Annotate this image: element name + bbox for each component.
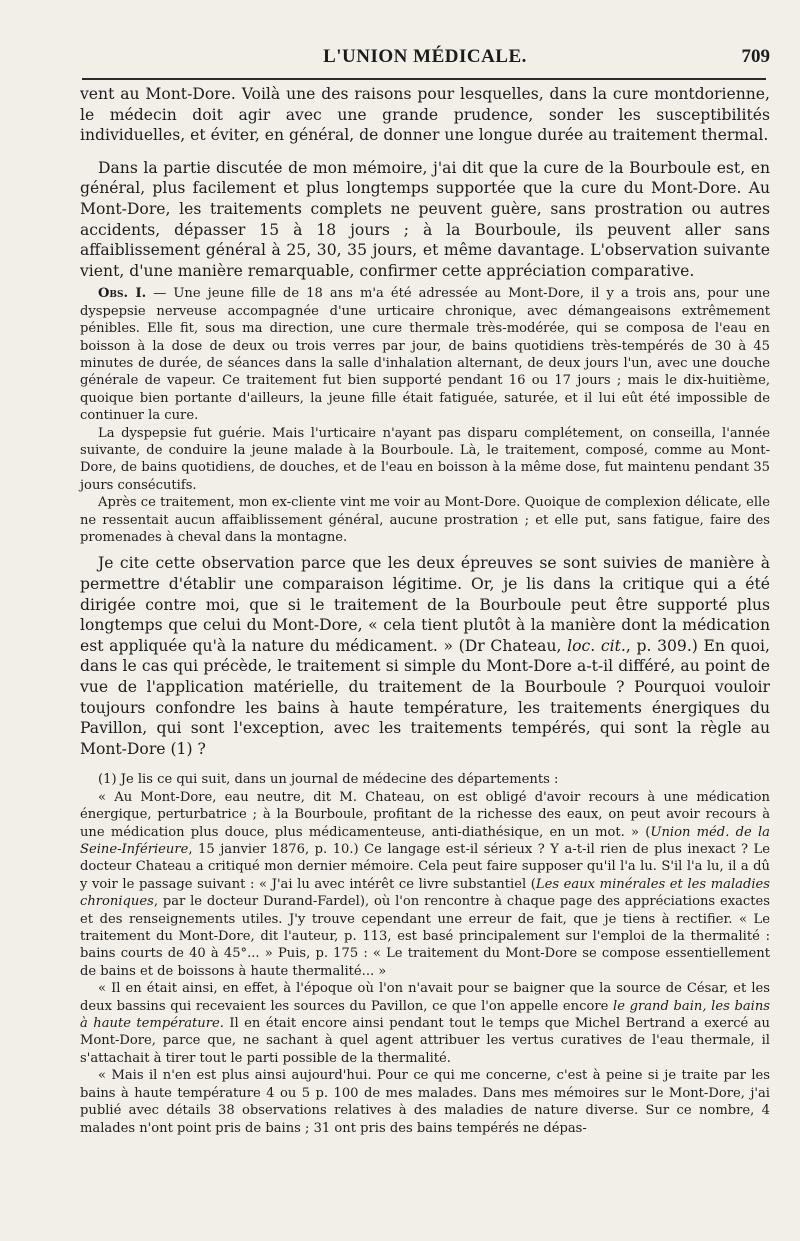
running-title: L'UNION MÉDICALE. xyxy=(323,46,527,67)
observation-paragraph-2: La dyspepsie fut guérie. Mais l'urticaire n'ayant pas disparu complétement, on conseilla, l'année suivante, de conduire la jeune malade à la Bourboule. Là, le traitement, composé, comme au Mont-Dore, de bains quotidiens, de douches, et de l'eau en boisson à la même dose, fut maintenu pendant 35 jours consécutifs. xyxy=(80,425,770,493)
footnote-history-b: Il en était encore ainsi pendant tout le temps que Michel Bertrand a exercé au Mont-Dore, parce que, ne sachant à quel agent attribuer les vertus curatives de l'eau thermale, il s'attachait à tirer tout le parti possible de la thermalité. xyxy=(80,1016,770,1066)
observation-text: — Une jeune fille de 18 ans m'a été adressée au Mont-Dore, il y a trois ans, pour une dyspepsie nerveuse accompagnée d'une urticaire chronique, avec démangeaisons extrêmement pénibles. Elle fit, sous ma direction, une cure thermale très-modérée, qui se composa de l'eau en boisson à la dose de deux ou trois verres par jour, de bains quotidiens très-tempérés de 30 à 45 minutes de durée, de séances dans la salle d'inhalation alternant, de deux jours l'un, avec une douche générale de vapeur. Ce traitement fut bien supporté pendant 16 ou 17 jours ; mais le dix-huitième, quoique bien portante d'ailleurs, la jeune fille était fatiguée, saturée, et il lui eût été impossible de continuer la cure. xyxy=(80,286,770,424)
footnote-history xyxy=(80,980,770,1067)
observation-label: Obs. I. xyxy=(98,286,147,302)
footnote-history-citation: le grand bain, les bains à haute température. xyxy=(80,998,770,1032)
footnote-book-citation: Les eaux minérales et les maladies chroniques xyxy=(80,876,770,910)
paragraph-continuation: vent au Mont-Dore. Voilà une des raisons pour lesquelles, dans la cure montdorienne, le médecin doit agir avec une grande prudence, sonder les susceptibilités individuelles, et éviter, en général, de donner une longue durée au traitement thermal. xyxy=(80,85,770,145)
footnote-journal-citation: Union méd. de la Seine-Inférieure xyxy=(80,824,770,857)
body-text xyxy=(80,84,770,1137)
observation-paragraph xyxy=(80,285,770,424)
footnote-quote-b: , 15 janvier 1876, p. 10.) Ce langage est-il sérieux ? Y a-t-il rien de plus inexact ? Le docteur Chateau a critiqué mon dernier mémoire. Cela peut faire supposer qu'il l'a lu. S'il l'a lu, il a dû y voir le passage suivant : « J'ai lu avec intérêt ce livre substantiel ( xyxy=(80,842,770,892)
footnote-intro: (1) Je lis ce qui suit, dans un journal de médecine des départements : xyxy=(98,772,559,788)
page-number: 709 xyxy=(741,46,770,67)
critique-text-a: Je cite cette observation parce que les deux épreuves se sont suivies de manière à permettre d'établir une comparaison légitime. Or, je lis dans la critique qui a été dirigée contre moi, que si le traitement de la Bourboule peut être supporté plus longtemps que celui du Mont-Dore, « cela tient plutôt à la manière dont la médication est appliquée qu'à la nature du médicament. » (Dr Chateau, xyxy=(80,554,770,655)
footnote-history-a: « Il en était ainsi, en effet, à l'époque où l'on n'avait pour se baigner que la source de César, et les deux bassins qui recevaient les sources du Pavillon, ce que l'on appelle encore xyxy=(80,981,770,1014)
header-rule xyxy=(82,78,766,80)
paragraph-critique xyxy=(80,553,770,759)
paragraph-comparison: Dans la partie discutée de mon mémoire, j'ai dit que la cure de la Bourboule est, en général, plus facilement et plus longtemps supportée que la cure du Mont-Dore. Au Mont-Dore, les traitements complets ne peuvent guère, sans prostration ou autres accidents, dépasser 15 à 18 jours ; à la Bourboule, ils peuvent aller sans affaiblissement général à 25, 30, 35 jours, et même davantage. L'observation suivante vient, d'une manière remarquable, confirmer cette appréciation comparative. xyxy=(80,158,770,280)
footnote-present: « Mais il n'en est plus ainsi aujourd'hui. Pour ce qui me concerne, c'est à peine si je traite par les bains à haute température 4 ou 5 p. 100 de mes malades. Dans mes mémoires sur le Mont-Dore, j'ai publié avec détails 38 observations relatives à des maladies de nature diverse. Sur ce nombre, 4 malades n'ont point pris de bains ; 31 ont pris des bains tempérés ne dépas- xyxy=(80,1068,770,1136)
footnote-quote xyxy=(80,789,770,980)
page-header xyxy=(80,46,770,76)
footnote-quote-a: « Au Mont-Dore, eau neutre, dit M. Chateau, on est obligé d'avoir recours à une médication énergique, perturbatrice ; à la Bourboule, profitant de la richesse des eaux, on peut avoir recours à une médication plus douce, plus médicamenteuse, anti-diathésique, en un mot. » ( xyxy=(80,789,770,840)
critique-citation: loc. cit. xyxy=(567,636,626,655)
critique-text-b: , p. 309.) En quoi, dans le cas qui précède, le traitement si simple du Mont-Dore a-t-il différé, au point de vue de l'application matérielle, du traitement de la Bourboule ? Pourquoi vouloir toujours confondre les bains à haute température, les traitements énergiques du Pavillon, qui sont l'exception, avec les traitements tempérés, qui sont la règle au Mont-Dore (1) ? xyxy=(80,636,771,758)
observation-paragraph-3: Après ce traitement, mon ex-cliente vint me voir au Mont-Dore. Quoique de complexion délicate, elle ne ressentait aucun affaiblissement général, aucune prostration ; et elle put, sans fatigue, faire des promenades à cheval dans la montagne. xyxy=(80,495,770,546)
footnote-quote-c: , par le docteur Durand-Fardel), où l'on rencontre à chaque page des appréciations exactes et des renseignements utiles. J'y trouve cependant une erreur de fait, que je tiens à rectifier. « Le traitement du Mont-Dore, dit l'auteur, p. 113, est basé principalement sur l'emploi de la thermalité : bains courts de 40 à 45°... » Puis, p. 175 : « Le traitement du Mont-Dore se compose essentiellement de bains et de boissons à haute thermalité... » xyxy=(80,894,770,979)
